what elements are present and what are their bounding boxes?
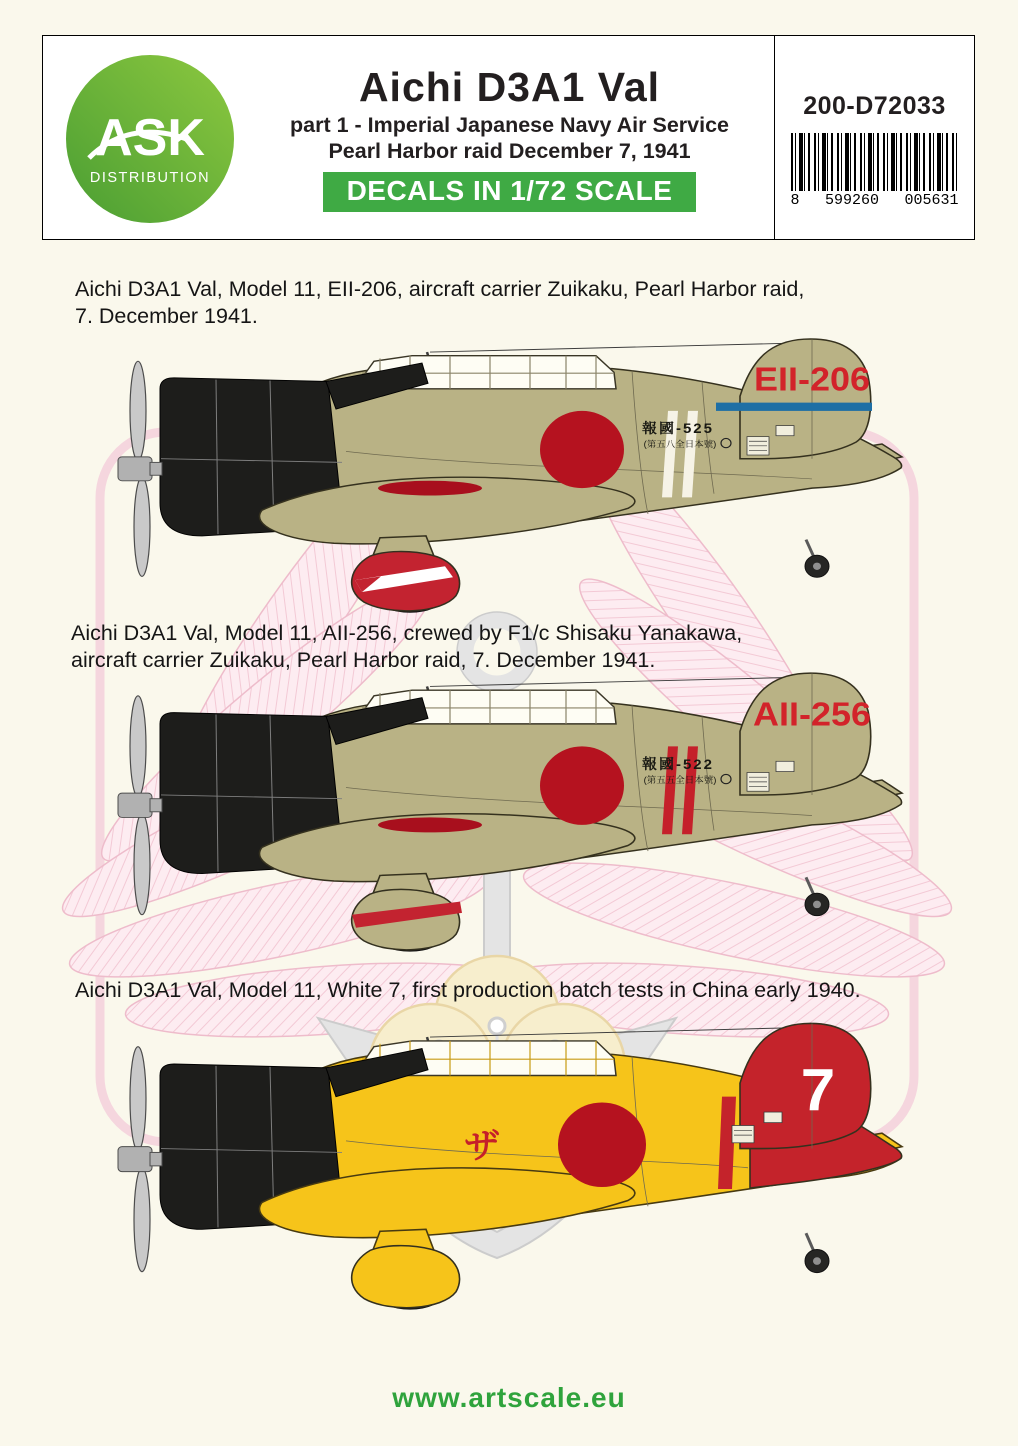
data-plate (764, 1112, 782, 1123)
aircraft-profile-1 (112, 330, 912, 615)
wheel-spat (352, 1246, 460, 1308)
tail-code-label: EII-206 (753, 361, 871, 399)
caption-line: Aichi D3A1 Val, Model 11, EII-206, aircraft carrier Zuikaku, Pearl Harbor raid, (75, 277, 805, 301)
scale-banner: DECALS IN 1/72 SCALE (323, 172, 697, 212)
logo-subtext: DISTRIBUTION (89, 170, 211, 186)
caption-line: Aichi D3A1 Val, Model 11, AII-256, crewed by F1/c Shisaku Yanakawa, (71, 621, 743, 645)
barcode (791, 133, 959, 191)
barcode-digits (791, 192, 959, 209)
data-plate (776, 761, 794, 771)
caption-line: Aichi D3A1 Val, Model 11, White 7, first production batch tests in China early 1940. (75, 978, 861, 1002)
fuselage-inscription: 報國-522 (641, 757, 715, 773)
antenna-wire (430, 677, 804, 686)
product-code: 200-D72033 (803, 92, 946, 120)
barcode-digit-group: 005631 (904, 192, 959, 209)
antenna-wire (430, 1027, 804, 1037)
propeller (130, 696, 146, 797)
page-title: Aichi D3A1 Val (358, 64, 661, 110)
aircraft-profile-3 (112, 1014, 912, 1312)
aircraft-profile-2 (112, 664, 912, 954)
footer-url[interactable]: www.artscale.eu (392, 1382, 626, 1413)
data-plate (732, 1126, 754, 1143)
tail-number-label: 7 (800, 1056, 836, 1123)
hinomaru-roundel (558, 1102, 646, 1187)
profile-1-caption (75, 276, 804, 330)
logo-text: ASK (95, 109, 205, 167)
red-wing-stripe (378, 817, 482, 832)
antenna-wire (430, 343, 804, 352)
title-block (243, 36, 776, 239)
barcode-digit-group: 599260 (824, 192, 879, 209)
blue-fuselage-stripe (716, 403, 872, 411)
hinomaru-roundel (540, 411, 624, 488)
profile-2-caption (71, 620, 742, 674)
red-wing-stripe (378, 481, 482, 496)
subtitle-line-1: part 1 - Imperial Japanese Navy Air Service (290, 113, 729, 137)
tail-code-label: AII-256 (752, 695, 872, 734)
header-box (42, 35, 975, 240)
barcode-panel (774, 36, 974, 239)
fuselage-inscription-sub: (第五五全日本號) (643, 775, 717, 785)
caption-line: 7. December 1941. (75, 304, 258, 328)
data-plate (776, 426, 794, 436)
fuselage-inscription: 報國-525 (642, 421, 714, 437)
barcode-digit-group: 8 (790, 192, 800, 209)
profile-3-caption (75, 977, 861, 1004)
ask-distribution-logo (65, 54, 235, 224)
hinomaru-roundel (540, 746, 624, 825)
subtitle-line-2: Pearl Harbor raid December 7, 1941 (328, 139, 691, 163)
caption-line: aircraft carrier Zuikaku, Pearl Harbor raid, 7. December 1941. (71, 648, 656, 672)
fuselage-inscription-sub: (第五八全日本號) (643, 439, 717, 449)
propeller (130, 361, 146, 460)
propeller (130, 1047, 146, 1151)
fuselage-katakana: ザ (463, 1127, 501, 1167)
